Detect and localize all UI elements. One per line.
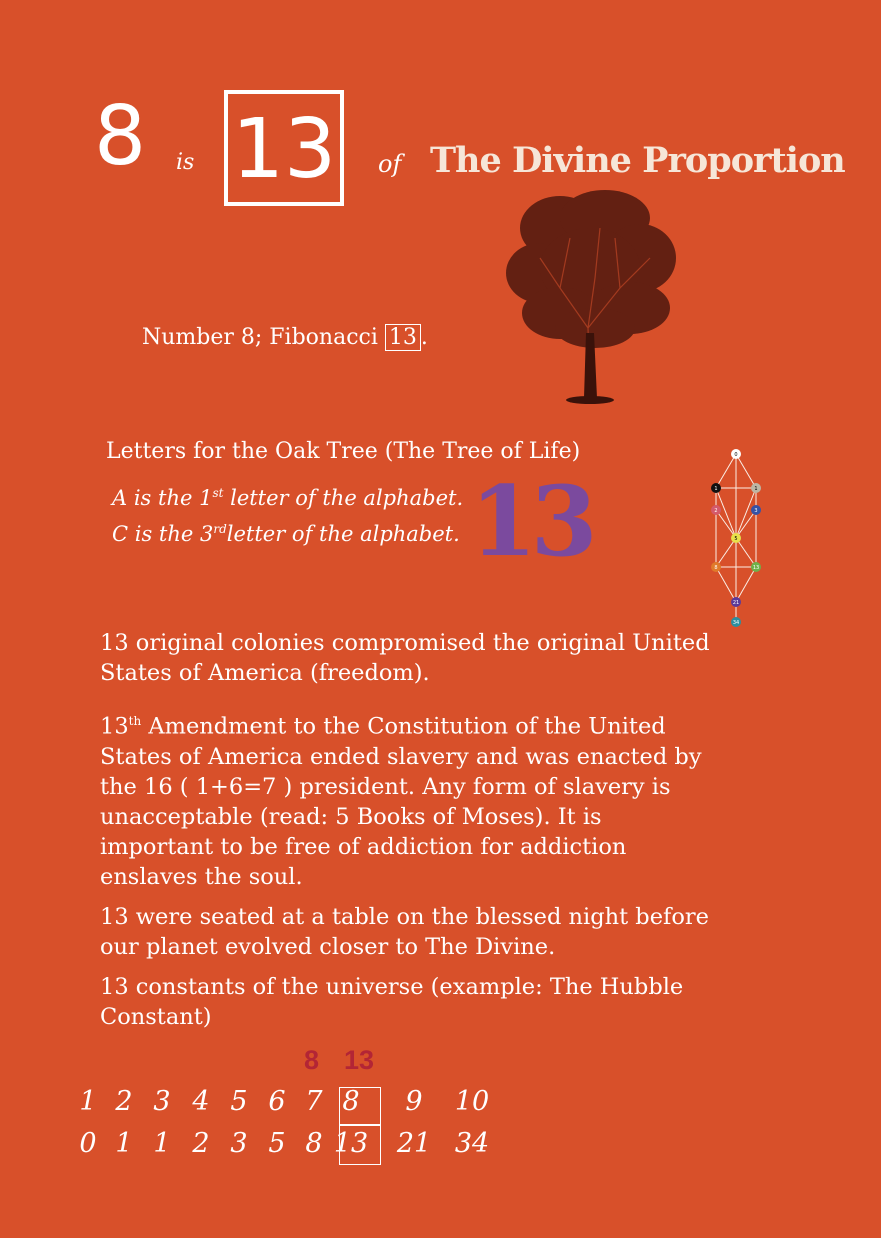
is-word: is xyxy=(176,150,195,175)
purple-thirteen: 13 xyxy=(470,465,592,578)
fib-value-cell: 0 xyxy=(79,1128,97,1159)
paragraph-table: 13 were seated at a table on the blessed night before our planet evolved closer to The Divine. xyxy=(100,904,709,960)
letter-a-pre: A is the 1 xyxy=(112,486,213,510)
fib-value-cell: 21 xyxy=(396,1128,432,1159)
fib-index-cell: 3 xyxy=(153,1086,171,1117)
letter-c-pre: C is the 3 xyxy=(112,522,214,546)
big-eight: 8 xyxy=(94,89,147,184)
fib-value-cell: 1 xyxy=(153,1128,171,1159)
fib-value-cell: 2 xyxy=(192,1128,210,1159)
fib-index-cell: 4 xyxy=(192,1086,210,1117)
letters-heading: Letters for the Oak Tree (The Tree of Life) xyxy=(106,439,581,464)
amendment-text: Amendment to the Constitution of the United States of America ended slavery and was enacted by the 16 ( 1+6=7 ) president. Any form of slavery is unacceptable (read: 5 Books of Moses). It is important to be free of addiction for addiction enslaves the soul. xyxy=(100,713,702,890)
svg-text:2: 2 xyxy=(714,508,718,514)
boxed-thirteen: 13 xyxy=(224,90,344,206)
fib-index-cell: 7 xyxy=(305,1086,323,1117)
highlight-eight: 8 xyxy=(304,1045,320,1075)
svg-text:5: 5 xyxy=(734,536,738,542)
page-title: The Divine Proportion xyxy=(430,140,845,181)
svg-text:1: 1 xyxy=(754,486,758,492)
fib-index-cell: 6 xyxy=(268,1086,286,1117)
amendment-sup: th xyxy=(128,714,142,728)
fib-index-cell: 8 xyxy=(342,1086,360,1117)
letter-a-sup: st xyxy=(212,486,224,500)
fib-index-cell: 2 xyxy=(115,1086,133,1117)
svg-text:34: 34 xyxy=(732,620,740,626)
svg-text:13: 13 xyxy=(752,565,760,571)
fib-index-cell: 5 xyxy=(230,1086,248,1117)
paragraph-amendment xyxy=(100,706,720,892)
tree-of-life-diagram xyxy=(700,446,772,630)
highlight-thirteen: 13 xyxy=(344,1045,375,1075)
number-line-prefix: Number 8; Fibonacci xyxy=(142,325,378,350)
letter-c-post: letter of the alphabet. xyxy=(226,522,460,546)
fib-value-cell: 34 xyxy=(454,1128,490,1159)
paragraph-constants: 13 constants of the universe (example: The Hubble Constant) xyxy=(100,974,684,1030)
letter-c-sup: rd xyxy=(213,522,227,536)
fib-value-cell: 1 xyxy=(115,1128,133,1159)
fibonacci-number-line xyxy=(142,325,428,350)
svg-text:21: 21 xyxy=(732,600,740,606)
node-label: 0 xyxy=(734,452,738,458)
paragraph-colonies: 13 original colonies compromised the original United States of America (freedom). xyxy=(100,630,710,686)
number-line-boxed-13: 13 xyxy=(385,324,421,351)
svg-text:3: 3 xyxy=(754,508,758,514)
fib-value-cell: 8 xyxy=(305,1128,323,1159)
letter-a-post: letter of the alphabet. xyxy=(223,486,464,510)
svg-text:8: 8 xyxy=(714,565,718,571)
fib-index-cell: 9 xyxy=(405,1086,423,1117)
letter-c-line xyxy=(112,522,460,546)
fib-value-cell: 3 xyxy=(230,1128,248,1159)
number-line-suffix: . xyxy=(420,325,428,350)
svg-text:1: 1 xyxy=(714,486,718,492)
fib-value-cell: 5 xyxy=(268,1128,286,1159)
fib-index-cell: 10 xyxy=(454,1086,490,1117)
of-word: of xyxy=(378,150,402,178)
oak-tree-image xyxy=(500,188,680,406)
letter-a-line xyxy=(112,486,463,510)
fib-index-cell: 1 xyxy=(79,1086,97,1117)
fib-value-cell: 13 xyxy=(333,1128,369,1159)
amendment-number: 13 xyxy=(100,713,129,740)
